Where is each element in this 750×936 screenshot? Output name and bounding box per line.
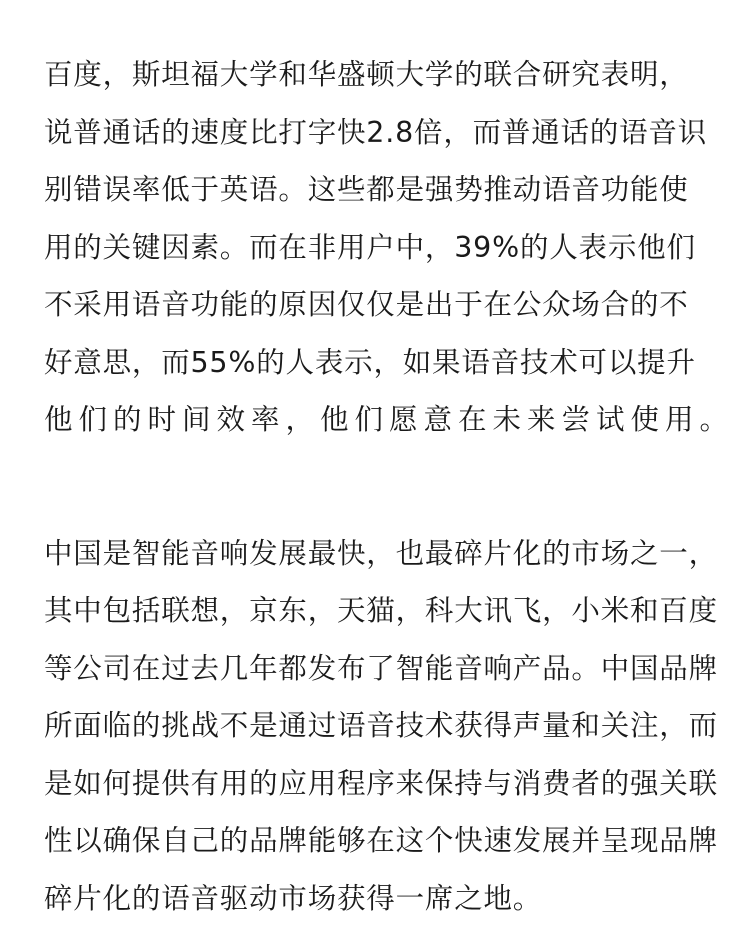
text-line: 别错误率低于英语。这些都是强势推动语音功能使 <box>44 173 689 206</box>
text-line: 中国是智能音响发展最快，也最碎片化的市场之一， <box>44 536 718 570</box>
text-line: 百度，斯坦福大学和华盛顿大学的联合研究表明， <box>44 58 689 91</box>
paragraph-china-market <box>44 525 718 928</box>
text-line: 等公司在过去几年都发布了智能音响产品。中国品牌 <box>44 651 718 685</box>
paragraph-research-findings <box>44 46 735 449</box>
text-line: 用的关键因素。而在非用户中，39%的人表示他们 <box>44 230 696 264</box>
text-line: 说普通话的速度比打字快2.8倍，而普通话的语音识 <box>44 115 708 149</box>
paragraph-spacer <box>44 449 714 525</box>
text-line: 其中包括联想，京东，天猫，科大讯飞，小米和百度 <box>44 594 718 627</box>
article-body <box>44 46 735 927</box>
text-line: 不采用语音功能的原因仅仅是出于在公众场合的不 <box>44 288 689 321</box>
text-line: 所面临的挑战不是通过语音技术获得声量和关注，而 <box>44 709 718 742</box>
text-line: 性以确保自己的品牌能够在这个快速发展并呈现品牌 <box>44 824 718 857</box>
text-line: 他们的时间效率，他们愿意在未来尝试使用。 <box>44 403 735 436</box>
text-line: 好意思，而55%的人表示，如果语音技术可以提升 <box>44 345 696 379</box>
text-line: 是如何提供有用的应用程序来保持与消费者的强关联 <box>44 766 718 800</box>
text-line: 碎片化的语音驱动市场获得一席之地。 <box>44 881 543 915</box>
